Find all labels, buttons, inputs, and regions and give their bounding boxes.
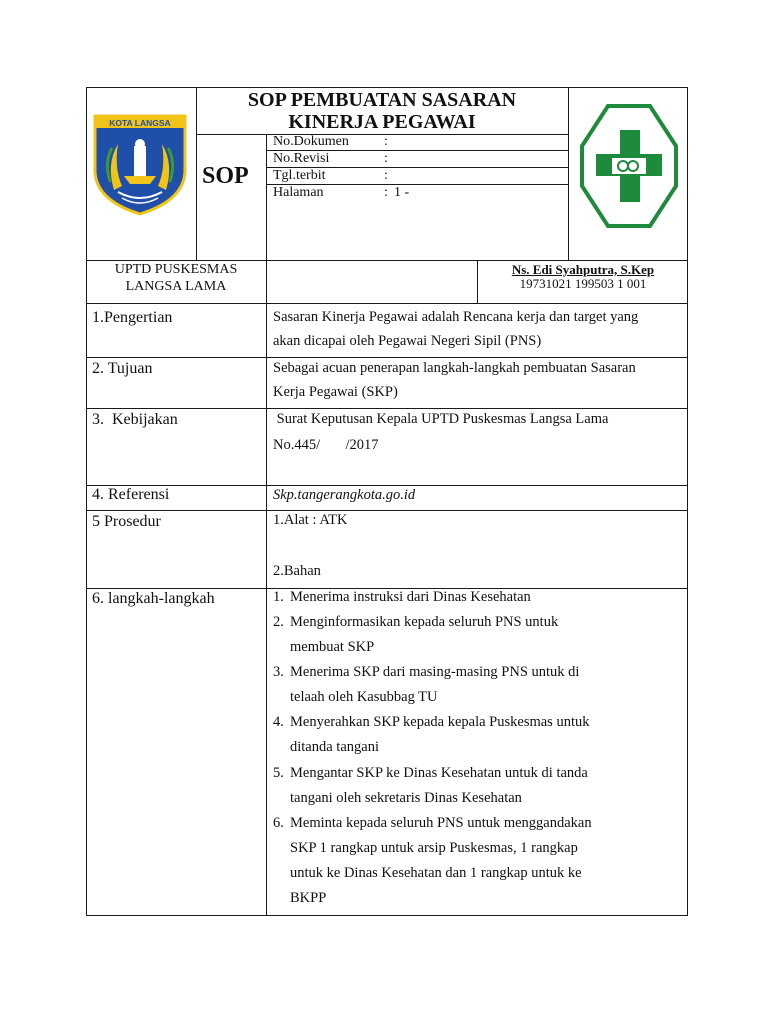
org-name-line-1: UPTD PUSKESMAS <box>114 262 238 277</box>
row-line-org <box>86 260 688 261</box>
section-label-tujuan: 2. Tujuan <box>92 360 153 377</box>
doc-field-label-halaman: Halaman <box>273 185 324 200</box>
section-label-pengertian: 1.Pengertian <box>92 309 173 326</box>
doc-field-sep-norevisi: : <box>384 151 388 166</box>
kota-langsa-logo <box>92 112 188 216</box>
step-1 <box>273 585 531 610</box>
table-border-bottom <box>86 915 688 916</box>
section-label-prosedur: 5 Prosedur <box>92 513 161 530</box>
prosedur-alat: 1.Alat : ATK <box>273 512 348 528</box>
prosedur-bahan: 2.Bahan <box>273 563 321 579</box>
tujuan-text-line-1: Sebagai acuan penerapan langkah-langkah pembuatan Sasaran <box>273 360 636 376</box>
section-label-kebijakan: 3. Kebijakan <box>92 411 178 428</box>
puskesmas-logo <box>578 102 680 230</box>
tujuan-text-line-2: Kerja Pegawai (SKP) <box>273 384 398 400</box>
kebijakan-text-line-1: Surat Keputusan Kepala UPTD Puskesmas Langsa Lama <box>273 411 609 427</box>
step-number: 5. <box>273 765 284 781</box>
step-text: membuat SKP <box>290 639 375 655</box>
row-line-5 <box>86 510 688 511</box>
step-text: ditanda tangani <box>290 739 379 755</box>
signer-nip: 19731021 199503 1 001 <box>519 276 647 291</box>
step-text: Menerima instruksi dari Dinas Kesehatan <box>290 589 531 605</box>
doc-field-label-nodokumen: No.Dokumen <box>273 134 349 149</box>
section-label-langkah: 6. langkah-langkah <box>92 590 215 607</box>
org-name-line-2: LANGSA LAMA <box>125 279 227 294</box>
doc-field-label-norevisi: No.Revisi <box>273 151 330 166</box>
doc-field-sep-halaman: : <box>384 185 388 200</box>
doc-field-sep-tglterbit: : <box>384 168 388 183</box>
referensi-link[interactable]: Skp.tangerangkota.go.id <box>273 487 416 503</box>
pengertian-text-line-2: akan dicapai oleh Pegawai Negeri Sipil (PNS) <box>273 333 542 349</box>
step-text: telaah oleh Kasubbag TU <box>290 689 438 705</box>
pengertian-text-line-1: Sasaran Kinerja Pegawai adalah Rencana kerja dan target yang <box>273 309 639 325</box>
step-number: 6. <box>273 815 284 831</box>
step-text: Meminta kepada seluruh PNS untuk menggandakan <box>290 815 592 831</box>
doc-field-label-tglterbit: Tgl.terbit <box>273 168 326 183</box>
step-4 <box>273 710 589 760</box>
doc-field-value-halaman: 1 - <box>394 185 410 200</box>
langkah-divider <box>266 588 267 916</box>
step-text: tangani oleh sekretaris Dinas Kesehatan <box>290 790 522 806</box>
signer-name: Ns. Edi Syahputra, S.Kep <box>511 262 655 277</box>
step-text: Menyerahkan SKP kepada kepala Puskesmas untuk <box>290 714 590 730</box>
header-divider-sop <box>266 134 267 260</box>
document-title-line-1: SOP PEMBUATAN SASARAN <box>247 89 517 111</box>
row-line-1 <box>86 303 688 304</box>
step-text: Menerima SKP dari masing-masing PNS untuk di <box>290 664 580 680</box>
step-text: Menginformasikan kepada seluruh PNS untuk <box>290 614 559 630</box>
table-border-right <box>687 87 688 916</box>
section-label-referensi: 4. Referensi <box>92 486 170 503</box>
step-number: 1. <box>273 589 284 605</box>
step-text: SKP 1 rangkap untuk arsip Puskesmas, 1 rangkap <box>290 840 578 856</box>
step-5 <box>273 761 588 811</box>
sop-label: SOP <box>202 163 249 189</box>
header-divider-left <box>196 87 197 260</box>
step-6 <box>273 811 592 911</box>
header-divider-right <box>568 87 569 260</box>
step-number: 3. <box>273 664 284 680</box>
doc-field-sep-nodokumen: : <box>384 134 388 149</box>
step-text: BKPP <box>290 890 327 906</box>
title-divider <box>196 134 568 135</box>
step-3 <box>273 660 579 710</box>
table-border-left <box>86 87 87 916</box>
step-number: 2. <box>273 614 284 630</box>
document-title-line-2: KINERJA PEGAWAI <box>288 111 476 133</box>
kebijakan-text-line-2: No.445/ /2017 <box>273 437 379 453</box>
step-2 <box>273 610 558 660</box>
svg-text:KOTA LANGSA: KOTA LANGSA <box>109 118 171 128</box>
step-number: 4. <box>273 714 284 730</box>
step-text: Mengantar SKP ke Dinas Kesehatan untuk di tanda <box>290 765 588 781</box>
step-text: untuk ke Dinas Kesehatan dan 1 rangkap untuk ke <box>290 865 582 881</box>
